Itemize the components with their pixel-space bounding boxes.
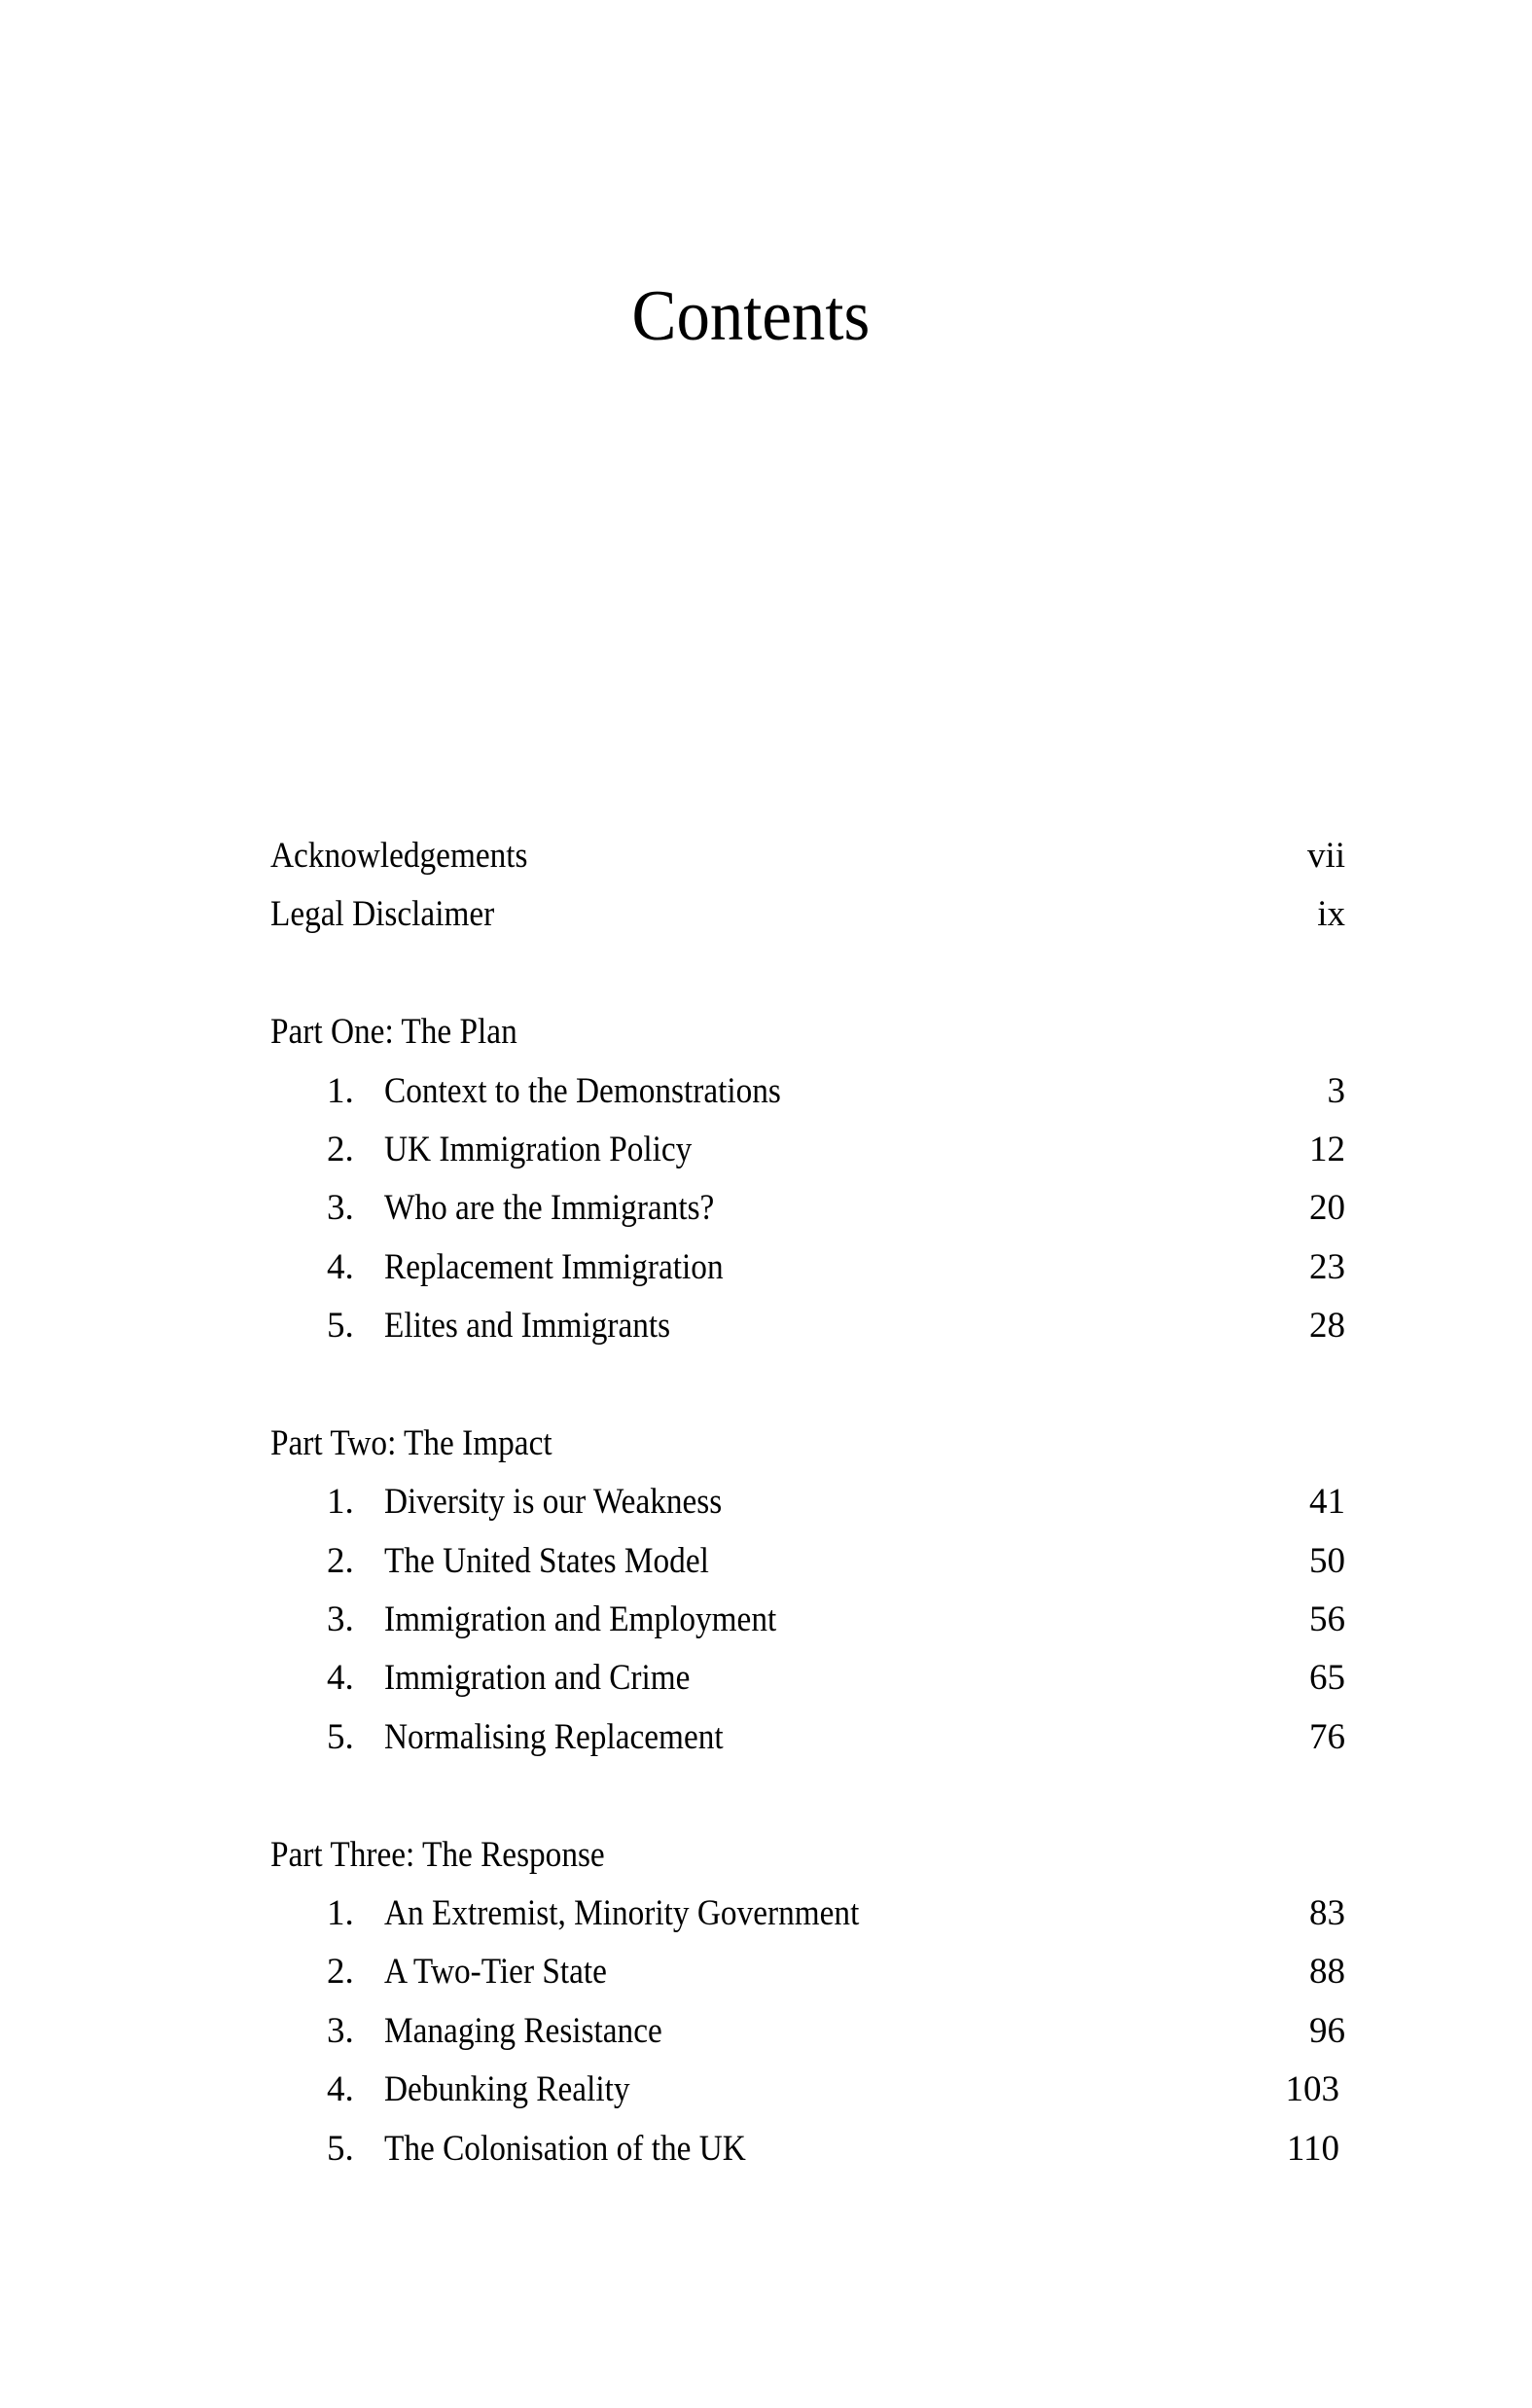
chapter-number: 1.	[327, 1893, 354, 1934]
chapter-title: Elites and Immigrants	[384, 1306, 671, 1347]
chapter-title: The Colonisation of the UK	[384, 2128, 746, 2169]
chapter-title: Managing Resistance	[384, 2010, 662, 2051]
toc-chapter-entry[interactable]	[270, 1297, 1345, 1355]
toc-page-number: 103	[1285, 2069, 1339, 2110]
toc-page-number: 83	[1309, 1893, 1345, 1934]
toc-entry-label: Legal Disclaimer	[270, 894, 495, 935]
toc-chapter-entry[interactable]	[270, 1121, 1345, 1179]
section-spacer	[270, 1356, 1345, 1415]
part-heading-text: Part One: The Plan	[270, 1012, 517, 1053]
chapter-number: 4.	[327, 2069, 354, 2110]
part-heading	[270, 1826, 1345, 1885]
toc-page-number: 110	[1286, 2128, 1339, 2169]
toc-page-number: vii	[1306, 836, 1345, 876]
toc-page-number: 50	[1309, 1540, 1345, 1581]
chapter-number: 4.	[327, 1246, 354, 1287]
chapter-title: UK Immigration Policy	[384, 1129, 693, 1169]
chapter-title: A Two-Tier State	[384, 1952, 607, 1993]
toc-page-number: 65	[1309, 1658, 1345, 1699]
chapter-number: 1.	[327, 1070, 354, 1111]
toc-chapter-entry[interactable]	[270, 1532, 1345, 1591]
part-heading	[270, 1003, 1345, 1061]
chapter-title: Immigration and Crime	[384, 1658, 691, 1699]
toc-chapter-entry[interactable]	[270, 2120, 1345, 2178]
toc-entry-legal-disclaimer[interactable]	[270, 885, 1345, 944]
toc-page-number: 20	[1309, 1188, 1345, 1229]
toc-chapter-entry[interactable]	[270, 2061, 1345, 2119]
chapter-title: Replacement Immigration	[384, 1246, 724, 1287]
chapter-title: Diversity is our Weakness	[384, 1482, 723, 1523]
chapter-title: An Extremist, Minority Government	[384, 1893, 860, 1934]
chapter-number: 1.	[327, 1482, 354, 1523]
toc-entry-label: Acknowledgements	[270, 836, 528, 876]
chapter-number: 5.	[327, 1306, 354, 1347]
chapter-title: Context to the Demonstrations	[384, 1070, 781, 1111]
part-heading-text: Part Three: The Response	[270, 1834, 605, 1875]
chapter-number: 4.	[327, 1658, 354, 1699]
toc-chapter-entry[interactable]	[270, 1708, 1345, 1767]
chapter-number: 2.	[327, 1540, 354, 1581]
toc-page-number: 12	[1309, 1129, 1345, 1169]
chapter-number: 3.	[327, 1599, 354, 1640]
toc-chapter-entry[interactable]	[270, 1591, 1345, 1649]
part-heading	[270, 1415, 1345, 1473]
chapter-title: Normalising Replacement	[384, 1716, 724, 1757]
toc-entry-acknowledgements[interactable]	[270, 827, 1345, 885]
toc-chapter-entry[interactable]	[270, 1649, 1345, 1707]
section-spacer	[270, 1767, 1345, 1825]
toc-page-number: 3	[1327, 1070, 1345, 1111]
toc-page-number: 28	[1309, 1306, 1345, 1347]
toc-page-number: 76	[1309, 1716, 1345, 1757]
chapter-number: 5.	[327, 1716, 354, 1757]
chapter-number: 5.	[327, 2128, 354, 2169]
toc-chapter-entry[interactable]	[270, 2002, 1345, 2061]
toc-page-number: 23	[1309, 1246, 1345, 1287]
toc-chapter-entry[interactable]	[270, 1239, 1345, 1297]
section-spacer	[270, 945, 1345, 1003]
chapter-number: 3.	[327, 2010, 354, 2051]
page-title: Contents	[631, 276, 871, 356]
toc-page-number: 56	[1309, 1599, 1345, 1640]
chapter-title: Debunking Reality	[384, 2069, 630, 2110]
toc-page-number: 96	[1309, 2010, 1345, 2051]
toc-page-number: ix	[1317, 894, 1345, 935]
toc-page-number: 41	[1309, 1482, 1345, 1523]
part-heading-text: Part Two: The Impact	[270, 1422, 552, 1463]
chapter-title: The United States Model	[384, 1540, 709, 1581]
toc-chapter-entry[interactable]	[270, 1473, 1345, 1531]
chapter-number: 2.	[327, 1952, 354, 1993]
chapter-title: Immigration and Employment	[384, 1599, 777, 1640]
toc-chapter-entry[interactable]	[270, 1885, 1345, 1943]
chapter-number: 2.	[327, 1129, 354, 1169]
toc-chapter-entry[interactable]	[270, 1943, 1345, 2001]
toc-chapter-entry[interactable]	[270, 1179, 1345, 1238]
toc-page-number: 88	[1309, 1952, 1345, 1993]
toc-chapter-entry[interactable]	[270, 1062, 1345, 1121]
table-of-contents	[270, 827, 1345, 2178]
chapter-title: Who are the Immigrants?	[384, 1188, 715, 1229]
chapter-number: 3.	[327, 1188, 354, 1229]
